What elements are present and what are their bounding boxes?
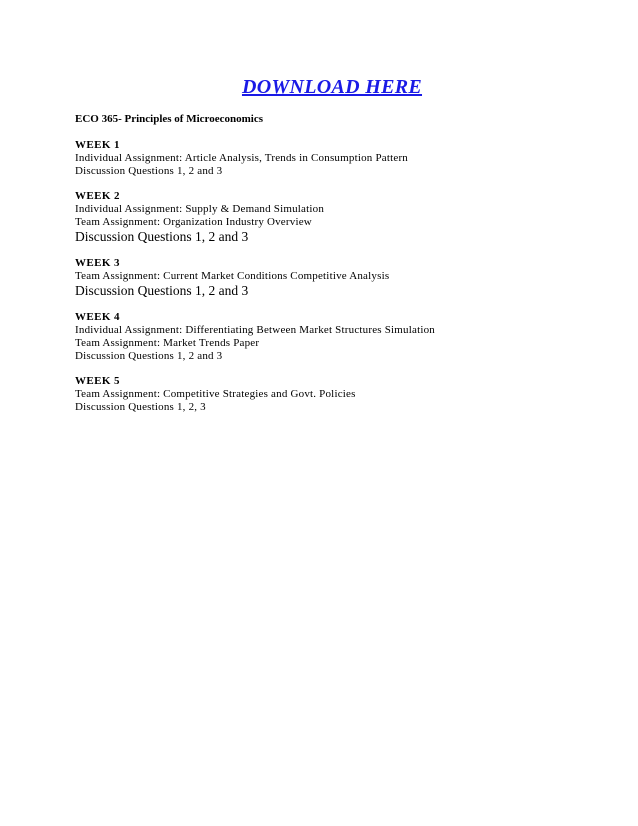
discussion-line: Discussion Questions 1, 2 and 3 bbox=[75, 283, 249, 298]
assignment-line: Team Assignment: Market Trends Paper bbox=[75, 337, 260, 349]
week-heading: WEEK 1 bbox=[75, 139, 120, 151]
week-heading: WEEK 5 bbox=[75, 375, 120, 387]
assignment-line: Individual Assignment: Supply & Demand Simulation bbox=[75, 203, 325, 215]
assignment-line: Team Assignment: Organization Industry Overview bbox=[75, 216, 312, 228]
week-heading: WEEK 3 bbox=[75, 257, 120, 269]
course-title: ECO 365- Principles of Microeconomics bbox=[75, 113, 263, 125]
week-heading: WEEK 2 bbox=[75, 190, 120, 202]
assignment-line: Team Assignment: Competitive Strategies and Govt. Policies bbox=[75, 388, 356, 400]
discussion-line: Discussion Questions 1, 2 and 3 bbox=[75, 350, 223, 362]
week-section-2 bbox=[75, 190, 595, 245]
download-here-link[interactable]: DOWNLOAD HERE bbox=[241, 76, 423, 98]
week-section-5 bbox=[75, 375, 595, 414]
week-section-4 bbox=[75, 311, 595, 363]
download-link-container bbox=[0, 76, 638, 99]
assignment-line: Team Assignment: Current Market Conditions Competitive Analysis bbox=[75, 270, 390, 282]
week-heading: WEEK 4 bbox=[75, 311, 120, 323]
assignment-line: Individual Assignment: Article Analysis, Trends in Consumption Pattern bbox=[75, 152, 409, 164]
discussion-line: Discussion Questions 1, 2 and 3 bbox=[75, 229, 249, 244]
assignment-line: Individual Assignment: Differentiating Between Market Structures Simulation bbox=[75, 324, 436, 336]
week-section-1 bbox=[75, 139, 595, 178]
discussion-line: Discussion Questions 1, 2, 3 bbox=[75, 401, 206, 413]
week-section-3 bbox=[75, 257, 595, 299]
discussion-line: Discussion Questions 1, 2 and 3 bbox=[75, 165, 223, 177]
document-content bbox=[75, 113, 595, 426]
